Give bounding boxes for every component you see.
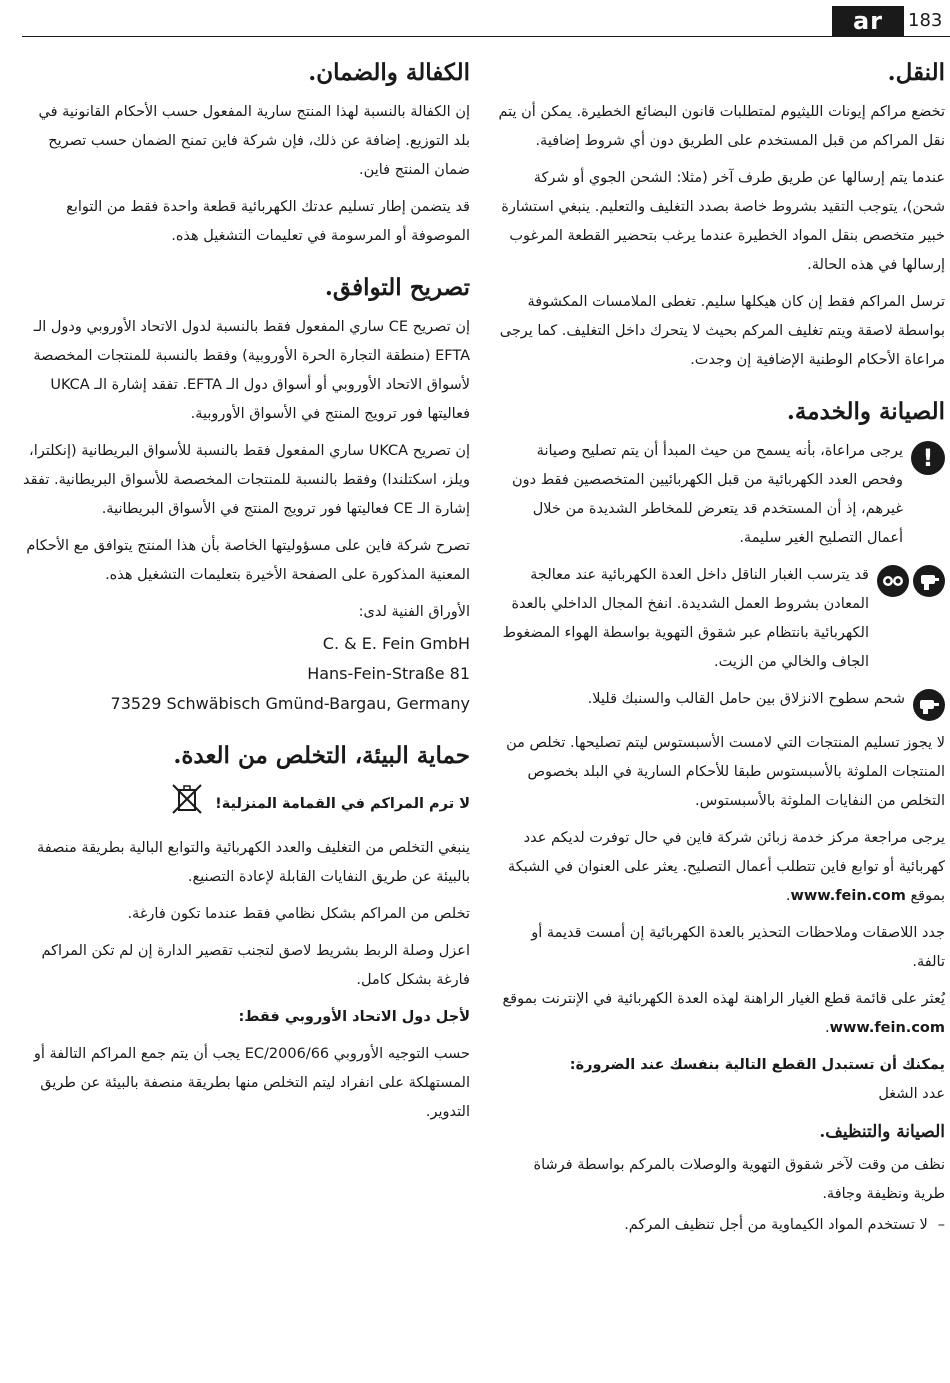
replace-heading: يمكنك أن تستبدل القطع التالية بنفسك عند الضرورة: (569, 1057, 945, 1073)
cleaning-item-text: لا تستخدم المواد الكيماوية من أجل تنظيف المركم. (624, 1217, 928, 1233)
cleaning-list-item (498, 1211, 945, 1240)
parts-url[interactable]: www.fein.com (829, 1020, 945, 1036)
power-tool-icon (913, 565, 945, 597)
asbestos-paragraph: لا يجوز تسليم المنتجات التي لامست الأسبستوس ليتم تصليحها. تخلص من المنتجات الملوثة بالأسبستوس طبقا للأحكام السارية في البلد بخصوص التخلص من النفايات الملوثة بالأسبستوس. (506, 735, 945, 809)
cleaning-title: الصيانة والتنظيف. (819, 1122, 945, 1142)
cleaning-paragraph: نظف من وقت لآخر شقوق التهوية والوصلات بالمركم بواسطة فرشاة طرية ونظيفة وجافة. (533, 1157, 945, 1202)
grease-icon-group (913, 689, 945, 721)
dust-paragraph: قد يترسب الغبار الناقل داخل العدة الكهربائية عند معالجة المعادن بشروط العمل الشديدة. انفخ المجال الداخلي بالعدة الكهربائية بانتظام عبر شقوق التهوية بواسطة الهواء المضغوط الجاف والخالي من الزيت. (502, 567, 869, 670)
dust-icon-group (877, 565, 945, 597)
dust-block (498, 561, 945, 677)
environment-paragraph-2: تخلص من المراكم بشكل نظامي فقط عندما تكون فارغة. (127, 906, 470, 922)
conformity-ce-paragraph: إن تصريح CE ساري المفعول فقط بالنسبة لدول الاتحاد الأوروبي ودول الـ EFTA (منطقة التجارة الحرة الأوروبية) وفقط بالنسبة للمنتجات المخصصة لأسواق الاتحاد الأوروبي أو أسواق دول الـ EFTA. تفقد إشارة الـ UKCA فعاليتها فور ترويج المنتج في الأسواق الأوروبية. (33, 319, 470, 422)
language-tab: ar (832, 6, 904, 36)
grease-paragraph: شحم سطوح الانزلاق بين حامل القالب والسنبك قليلا. (587, 691, 905, 707)
warranty-paragraph-1: إن الكفالة بالنسبة لهذا المنتج سارية المفعول حسب الأحكام القانونية في بلد التوزيع. إضافة عن ذلك، فإن شركة فاين تمنح الضمان حسب تصريح ضمان المنتج فاين. (38, 104, 470, 178)
bin-notice-text: لا ترم المراكم في القمامة المنزلية! (215, 796, 470, 812)
service-text: يرجى مراجعة مركز خدمة زبائن شركة فاين في حال توفرت لديكم عدد كهربائية أو توابع فاين تتطلب أعمال التصليح. يعثر على العنوان في الشبكة بموقع (507, 830, 945, 904)
address-company: C. & E. Fein GmbH (322, 634, 470, 653)
page-number: 183 (908, 10, 943, 31)
header-rule (22, 36, 950, 37)
conformity-title: تصريح التوافق. (324, 274, 470, 301)
warning-block (498, 437, 945, 553)
warranty-title: الكفالة والضمان. (308, 59, 470, 86)
transport-title: النقل. (887, 59, 945, 86)
tech-docs-label: الأوراق الفنية لدى: (358, 604, 470, 620)
address-city: 73529 Schwäbisch Gmünd-Bargau, Germany (110, 694, 470, 713)
transport-paragraph-1: تخضع مراكم إيونات الليثيوم لمتطلبات قانون البضائع الخطيرة. يمكن أن يتم نقل المراكم من قبل المستخدم على الطريق دون أي شروط إضافية. (498, 104, 945, 149)
lubricate-tool-icon (913, 689, 945, 721)
maintenance-title: الصيانة والخدمة. (786, 398, 945, 425)
environment-paragraph-1: ينبغي التخلص من التغليف والعدد الكهربائية والتوابع البالية بطريقة منصفة بالبيئة عن طريق النفايات القابلة لإعادة التصنيع. (37, 840, 470, 885)
service-url[interactable]: www.fein.com (790, 888, 906, 904)
environment-title: حماية البيئة، التخلص من العدة. (173, 742, 470, 769)
bin-notice-row (22, 781, 470, 828)
environment-paragraph-3: اعزل وصلة الربط بشريط لاصق لتجنب تقصير الدارة إن لم تكن المراكم فارغة بشكل كامل. (41, 943, 470, 988)
eu-paragraph: حسب التوجيه الأوروبي 2006/66/EC يجب أن يتم جمع المراكم التالفة أو المستهلكة على انفراد ليتم التخلص منها بطريقة منصفة بالبيئة عن طريق التدوير. (33, 1046, 470, 1120)
replace-item: عدد الشغل (878, 1086, 945, 1102)
warning-exclamation-icon: ! (911, 441, 945, 475)
dash-bullet: – (937, 1217, 945, 1233)
right-column (498, 52, 945, 1240)
grease-block (498, 685, 945, 721)
transport-paragraph-2: عندما يتم إرسالها عن طريق طرف آخر (مثلا: الشحن الجوي أو شركة شحن)، يتوجب التقيد بشروط خاصة بصدد التغليف والتعليم. ينبغي استشارة خبير متخصص بنقل المواد الخطيرة عندما يرغب بتحضير القطعة المرغوب إرسالها في هذه الحالة. (501, 170, 945, 273)
conformity-declaration: تصرح شركة فاين على مسؤوليتها الخاصة بأن هذا المنتج يتوافق مع الأحكام المعنية المذكورة على الصفحة الأخيرة بتعليمات التشغيل هذه. (26, 538, 470, 583)
left-column (22, 52, 470, 1135)
labels-paragraph: جدد اللاصقات وملاحظات التحذير بالعدة الكهربائية إن أمست قديمة أو تالفة. (531, 925, 945, 970)
service-paragraph: يرجى مراجعة مركز خدمة زبائن شركة فاين في حال توفرت لديكم عدد كهربائية أو توابع فاين تتطلب أعمال التصليح. يعثر على العنوان في الشبكة بموقع www.fein.com. (507, 830, 945, 904)
parts-paragraph: يُعثر على قائمة قطع الغيار الراهنة لهذه العدة الكهربائية في الإنترنت بموقع www.fein.com. (502, 991, 945, 1036)
warning-paragraph: يرجى مراعاة، بأنه يسمح من حيث المبدأ أن يتم تصليح وصيانة وفحص العدد الكهربائية من قبل الكهربائيين المتخصصين فقط دون غيرهم، إذ أن المستخدم قد يتعرض للمخاطر الشديدة من خلال أعمال التصليح الغير سليمة. (512, 443, 903, 546)
warning-icon-group (911, 441, 945, 475)
page-header (0, 0, 950, 42)
safety-goggles-icon (877, 565, 909, 597)
transport-paragraph-3: ترسل المراكم فقط إن كان هيكلها سليم. تغطى الملامسات المكشوفة بواسطة لاصقة ويتم تغليف المركم بحيث لا يتحرك داخل التغليف. كما يرجى مراعاة الأحكام الوطنية الإضافية إن وجدت. (499, 294, 945, 368)
crossed-bin-icon (169, 781, 205, 828)
address-street: Hans-Fein-Straße 81 (307, 664, 470, 683)
warranty-paragraph-2: قد يتضمن إطار تسليم عدتك الكهربائية قطعة واحدة فقط من التوابع الموصوفة أو المرسومة في تعليمات التشغيل هذه. (66, 199, 470, 244)
eu-heading: لأجل دول الاتحاد الأوروبي فقط: (238, 1009, 470, 1025)
conformity-ukca-paragraph: إن تصريح UKCA ساري المفعول فقط بالنسبة للأسواق البريطانية (إنكلترا، ويلز، اسكتلندا) وفقط بالنسبة للمنتجات المخصصة للأسواق البريطانية. تفقد إشارة الـ CE فعاليتها فور ترويج المنتج في الأسواق البريطانية. (23, 443, 470, 517)
parts-text: يُعثر على قائمة قطع الغيار الراهنة لهذه العدة الكهربائية في الإنترنت بموقع (502, 991, 945, 1007)
